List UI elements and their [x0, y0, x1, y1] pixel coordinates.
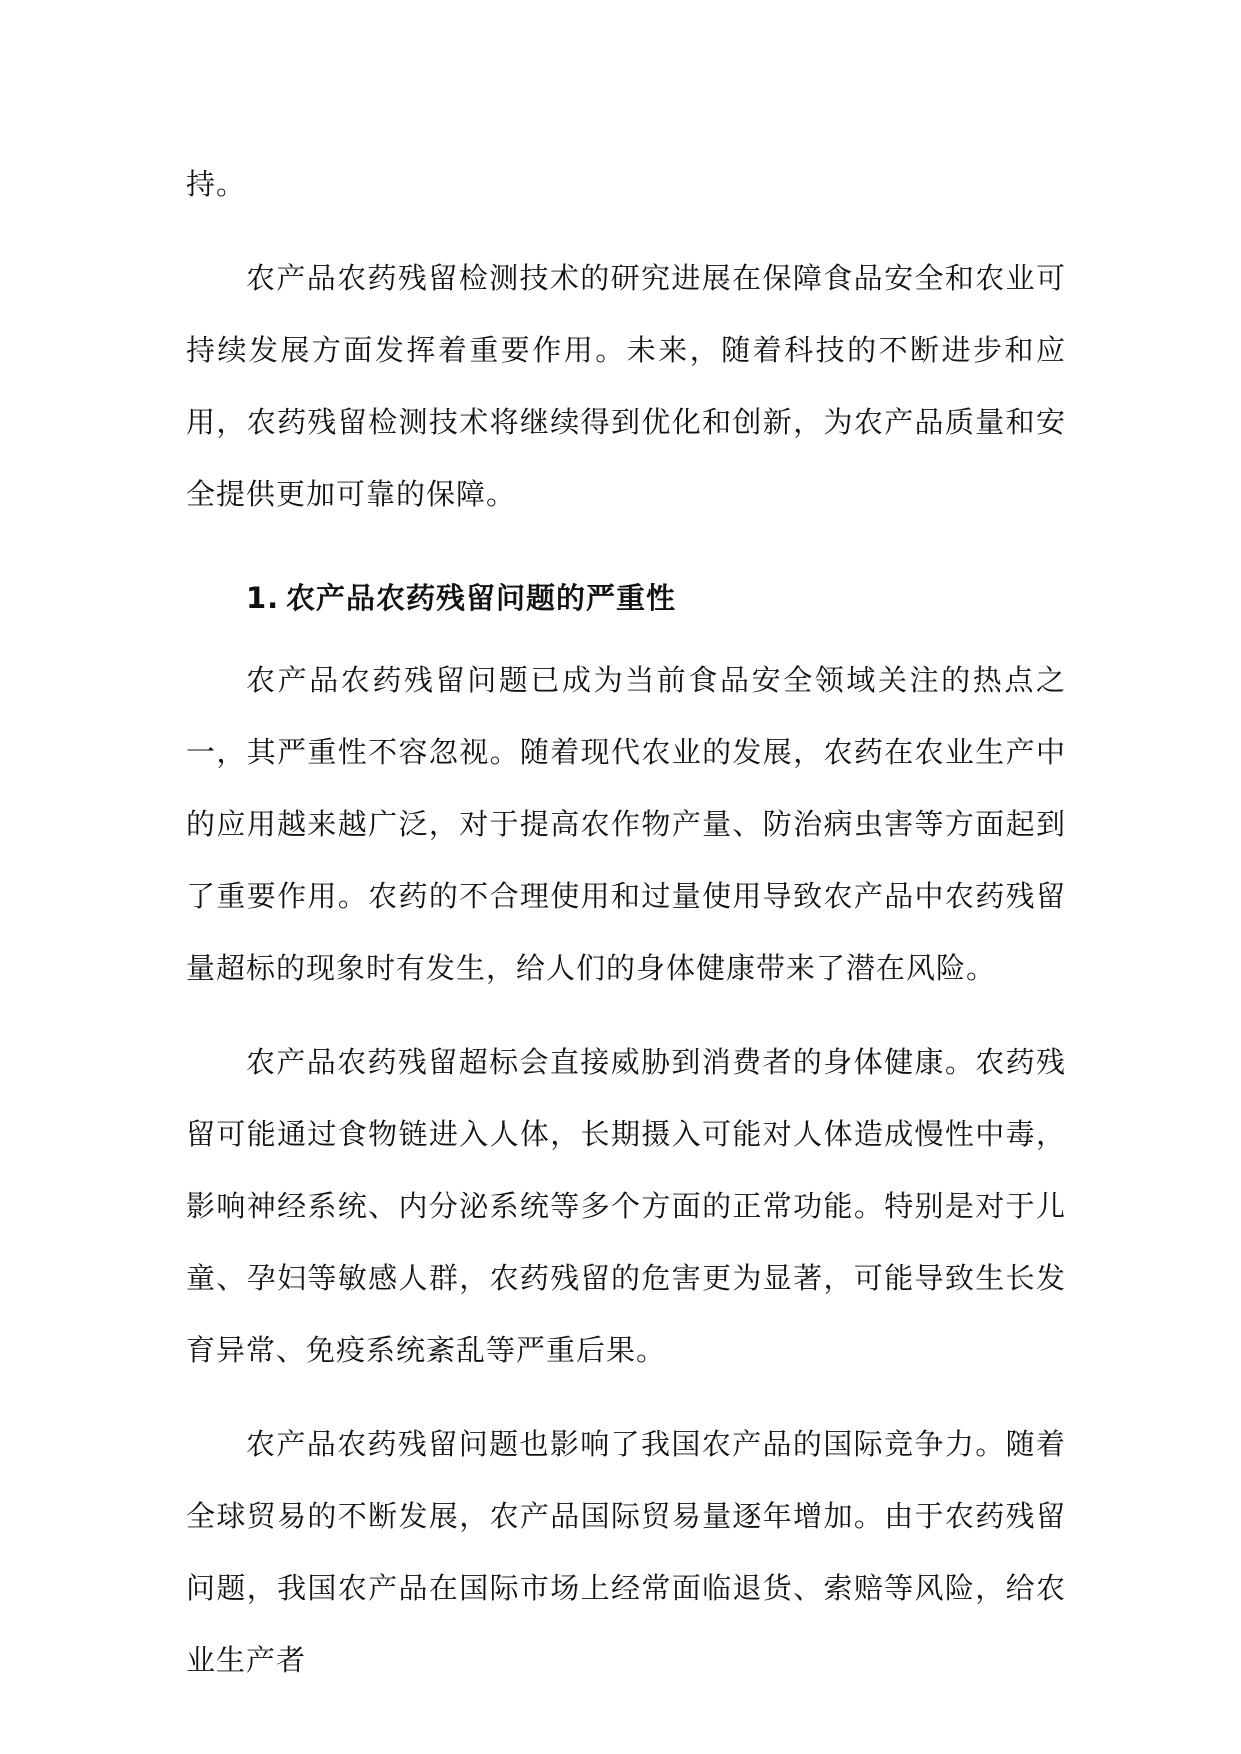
- document-body: [186, 148, 1066, 1718]
- paragraph-health-risk: 农产品农药残留超标会直接威胁到消费者的身体健康。农药残留可能通过食物链进入人体，长期摄入可能对人体造成慢性中毒，影响神经系统、内分泌系统等多个方面的正常功能。特别是对于儿童、孕妇等敏感人群，农药残留的危害更为显著，可能导致生长发育异常、免疫系统紊乱等严重后果。: [186, 1045, 1066, 1367]
- section-heading: [186, 562, 1066, 634]
- paragraph-severity: 农产品农药残留问题已成为当前食品安全领域关注的热点之一，其严重性不容忽视。随着现代农业的发展，农药在农业生产中的应用越来越广泛，对于提高农作物产量、防治病虫害等方面起到了重要作用。农药的不合理使用和过量使用导致农产品中农药残留量超标的现象时有发生，给人们的身体健康带来了潜在风险。: [186, 663, 1066, 985]
- paragraph-competitiveness: 农产品农药残留问题也影响了我国农产品的国际竞争力。随着全球贸易的不断发展，农产品国际贸易量逐年增加。由于农药残留问题，我国农产品在国际市场上经常面临退货、索赔等风险，给农业生产者: [186, 1427, 1066, 1677]
- section-number: 1.: [246, 581, 280, 615]
- paragraph-outlook: 农产品农药残留检测技术的研究进展在保障食品安全和农业可持续发展方面发挥着重要作用。未来，随着科技的不断进步和应用，农药残留检测技术将继续得到优化和创新，为农产品质量和安全提供更加可靠的保障。: [186, 261, 1066, 511]
- paragraph-continuation: 持。: [186, 167, 247, 201]
- section-title: 农产品农药残留问题的严重性: [286, 581, 677, 615]
